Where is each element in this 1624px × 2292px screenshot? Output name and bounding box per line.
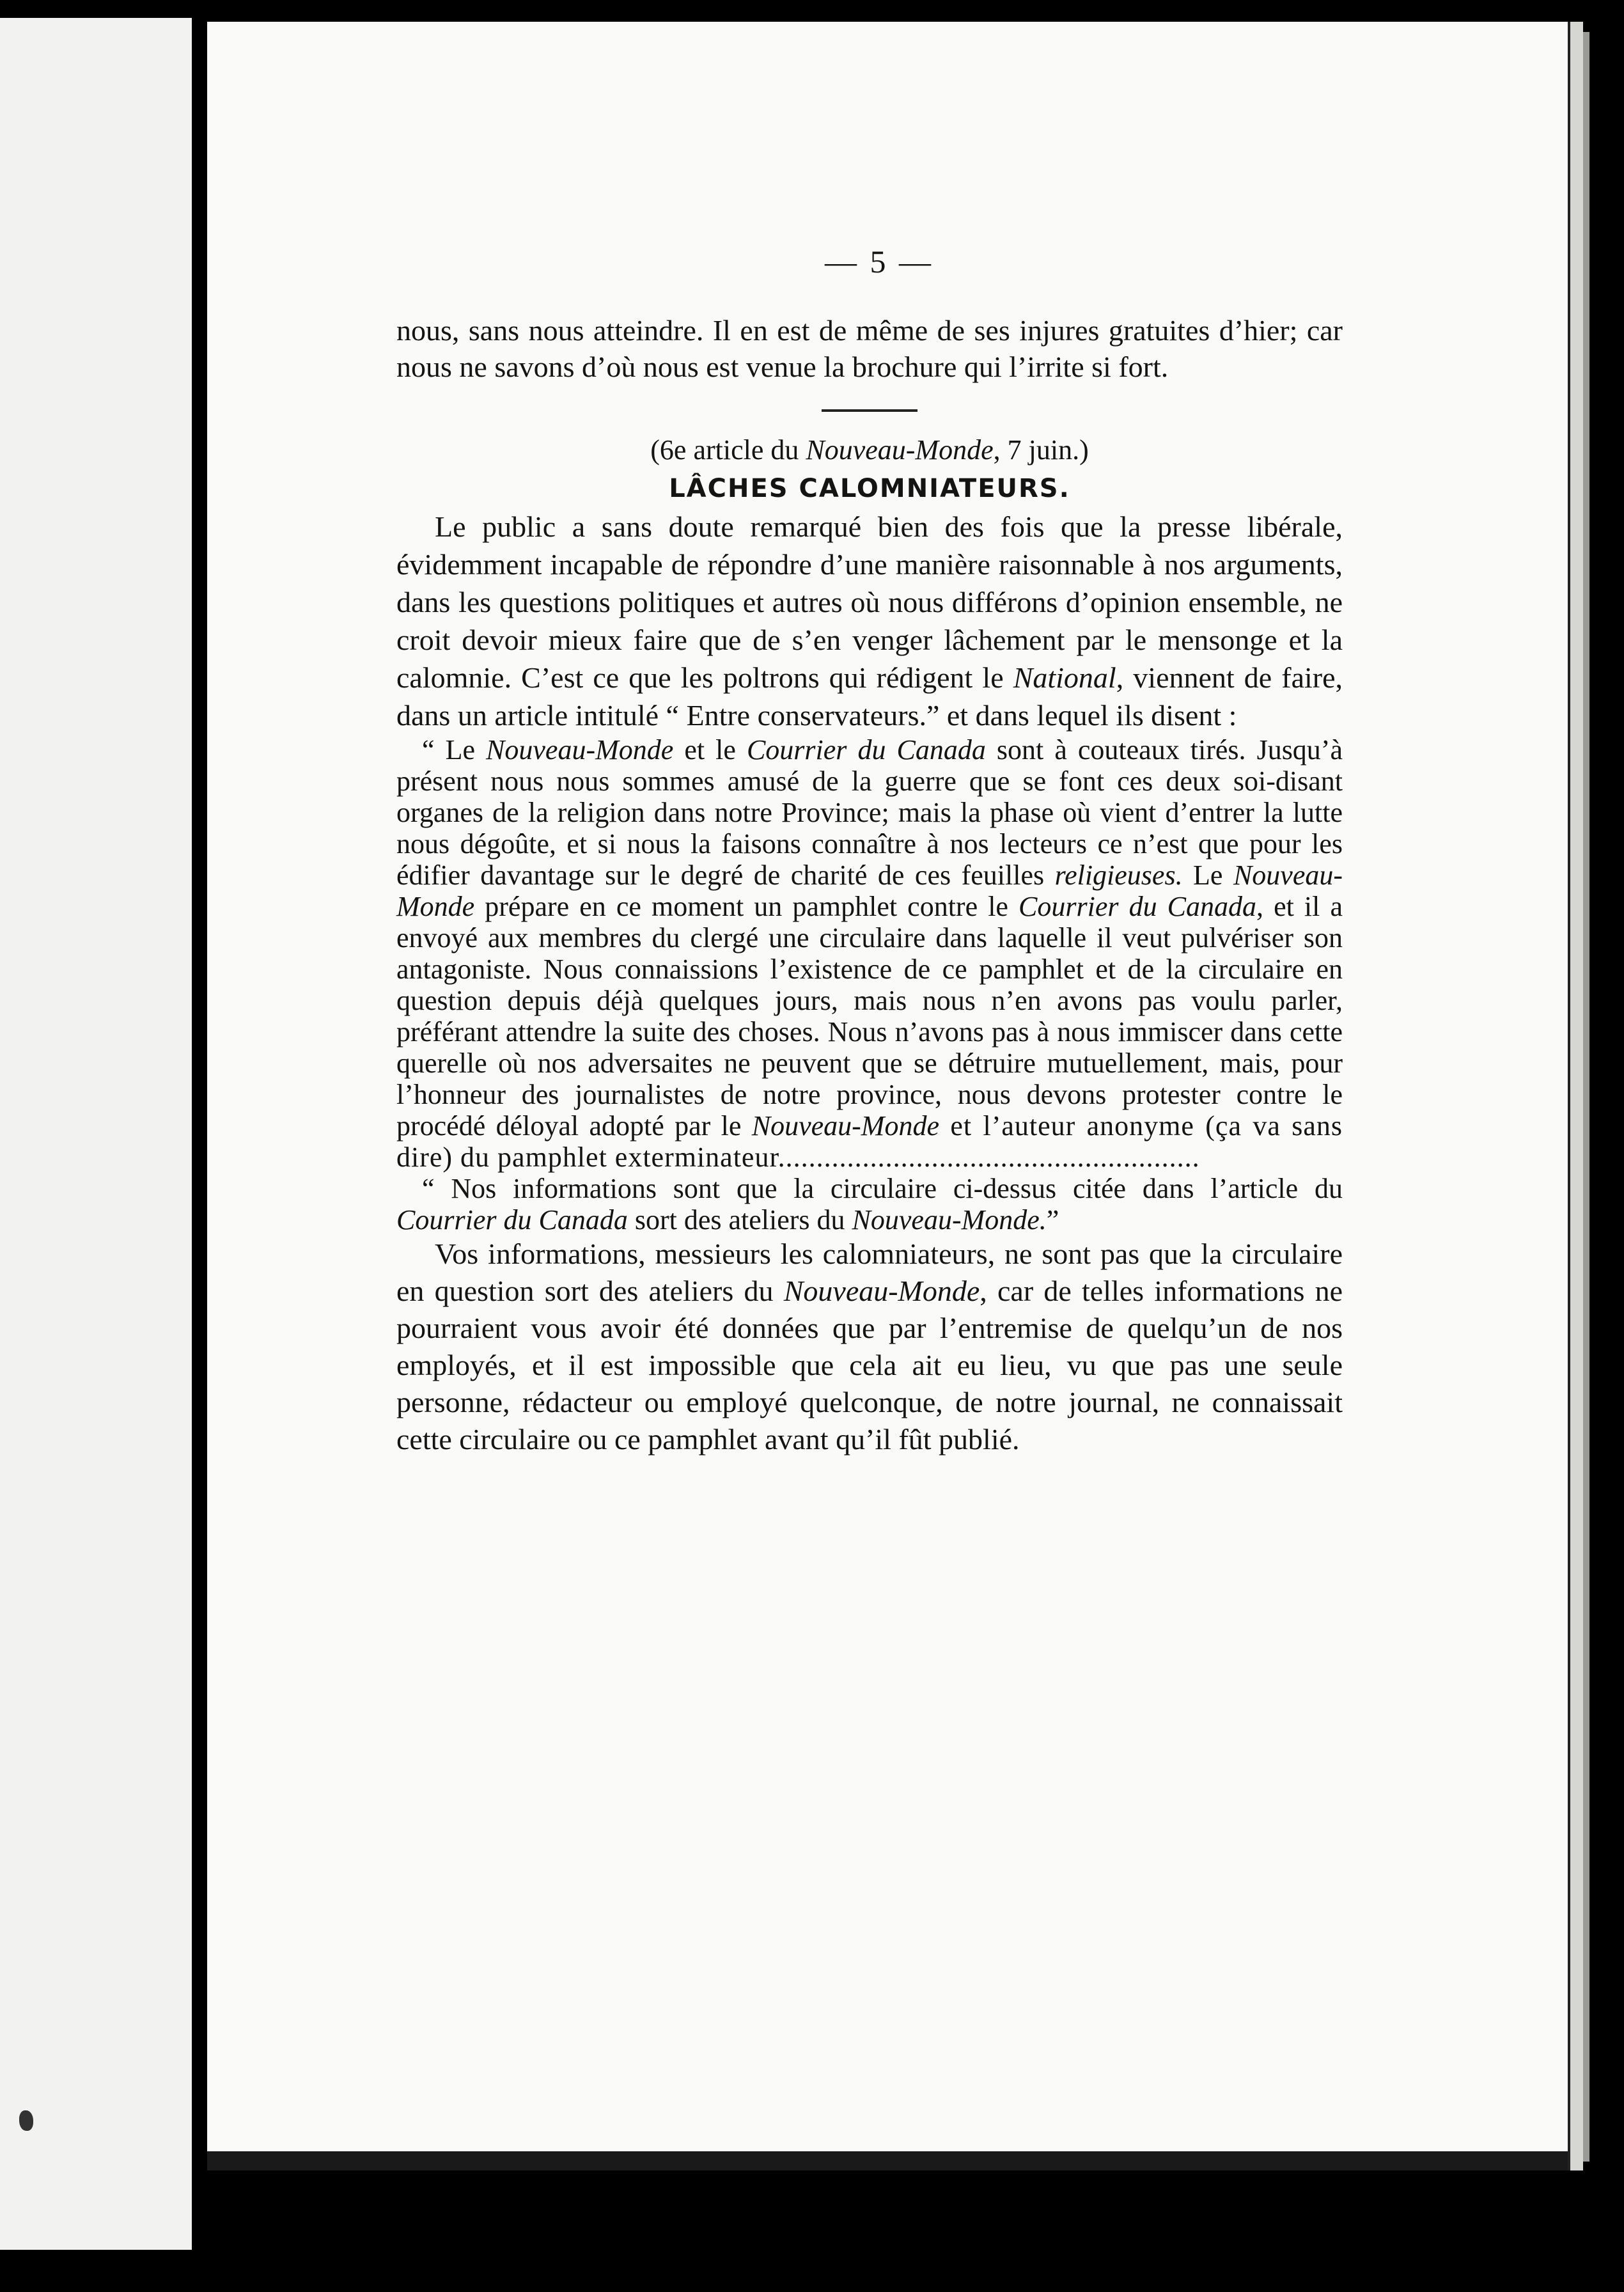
scan-artifact	[19, 2110, 33, 2131]
paragraph-1-paper: National	[1013, 661, 1116, 694]
quote-italic: Nouveau-Monde	[751, 1110, 939, 1142]
quote-text: ”	[1046, 1204, 1059, 1236]
book-gutter	[192, 0, 207, 2292]
paragraph-2	[396, 1236, 1343, 1458]
page-bottom-shadow	[207, 2151, 1568, 2170]
article-header	[396, 431, 1343, 469]
quote-text: “ Nos informations sont que la circulaire ci-dessus citée dans l’article du	[422, 1173, 1343, 1204]
quote-text: prépare en ce moment un pamphlet contre le	[474, 891, 1019, 922]
page-number: — 5 —	[825, 244, 933, 279]
paragraph-1-text: Le public a sans doute remarqué bien des fois que la presse libérale, évidemment incapable de répondre d’une manière raisonnable à nos arguments, dans les questions politiques et autres où nous différons d’opinion ensemble, ne croit devoir mieux faire que de s’en venger lâchement par le mensonge et la calomnie. C’est ce que les poltrons qui rédigent le	[396, 510, 1343, 694]
quote-italic: Nouveau-Monde	[396, 860, 1343, 922]
section-divider	[822, 409, 917, 412]
quote-text: et le	[673, 734, 747, 765]
paragraph-2-text-end: , car de telles informations ne pourraient vous avoir été données que par l’entremise de quelqu’un de nos employés, et il est impossible que cela ait eu lieu, vu que pas une seule personne, rédacteur ou employé quelconque, de notre journal, ne connaissait cette circulaire ou ce pamphlet avant qu’il fût publié.	[396, 1275, 1343, 1456]
facing-page-edge	[0, 18, 192, 2250]
paragraph-2-paper: Nouveau-Monde	[783, 1275, 980, 1307]
page-text	[396, 312, 1343, 1458]
quote-italic: Courrier du Canada	[1019, 891, 1257, 922]
quote-italic: religieuses.	[1054, 860, 1183, 891]
page-fore-edge	[1568, 22, 1583, 2170]
paragraph-2-text: Vos informations, messieurs les calomniateurs, ne sont pas que la circulaire en question sort des ateliers du	[396, 1237, 1343, 1307]
page-fore-edge-shadow	[1583, 32, 1589, 2162]
quote-text: sont à couteaux tirés. Jusqu’à présent nous nous sommes amusé de la guerre que se font ces deux soi-disant organes de la religion dans notre Province; mais la phase où vient d’entrer la lutte nous dégoûte, et si nous la faisons connaître à nos lecteurs ce n’est que pour les édifier davantage sur le degré de charité de ces feuilles	[396, 734, 1343, 891]
quote-italic: Courrier du Canada	[746, 734, 986, 765]
quote-italic: Nouveau-Monde	[486, 734, 674, 765]
quote-2	[396, 1173, 1343, 1236]
quote-text: sort des ateliers du	[627, 1204, 852, 1236]
quote-text: “ Le	[422, 734, 487, 765]
article-header-prefix: (6e article du	[650, 434, 806, 466]
article-header-paper: Nouveau-Monde	[806, 434, 994, 466]
paragraph-1-text-end: , viennent de faire, dans un article intitulé “ Entre conservateurs.” et dans lequel ils disent :	[396, 661, 1343, 732]
quote-1	[396, 734, 1343, 1173]
quote-text: Le	[1182, 860, 1233, 891]
quote-italic: Courrier du Canada	[396, 1204, 628, 1236]
quote-italic: Nouveau-Monde.	[852, 1204, 1047, 1236]
article-title: LÂCHES CALOMNIATEURS.	[669, 474, 1070, 503]
opening-paragraph: nous, sans nous atteindre. Il en est de même de ses injures gratuites d’hier; car nous ne savons d’où nous est venue la brochure qui l’irrite si fort.	[396, 314, 1343, 383]
quote-text: et l’auteur anonyme (ça va sans dire) du pamphlet exterminateur.......................................................	[396, 1110, 1343, 1173]
article-header-suffix: , 7 juin.)	[993, 434, 1089, 466]
paragraph-1	[396, 508, 1343, 734]
quote-text: , et il a envoyé aux membres du clergé une circulaire dans laquelle il veut pulvériser son antagoniste. Nous connaissions l’existence de ce pamphlet et de la circulaire en question depuis déjà quelques jours, mais nous n’en avons pas voulu parler, préférant attendre la suite des choses. Nous n’avons pas à nous immiscer dans cette querelle où nos adversaites ne peuvent que se détruire mutuellement, mais, pour l’honneur des journalistes de notre province, nous devons protester contre le procédé déloyal adopté par le	[396, 891, 1343, 1142]
